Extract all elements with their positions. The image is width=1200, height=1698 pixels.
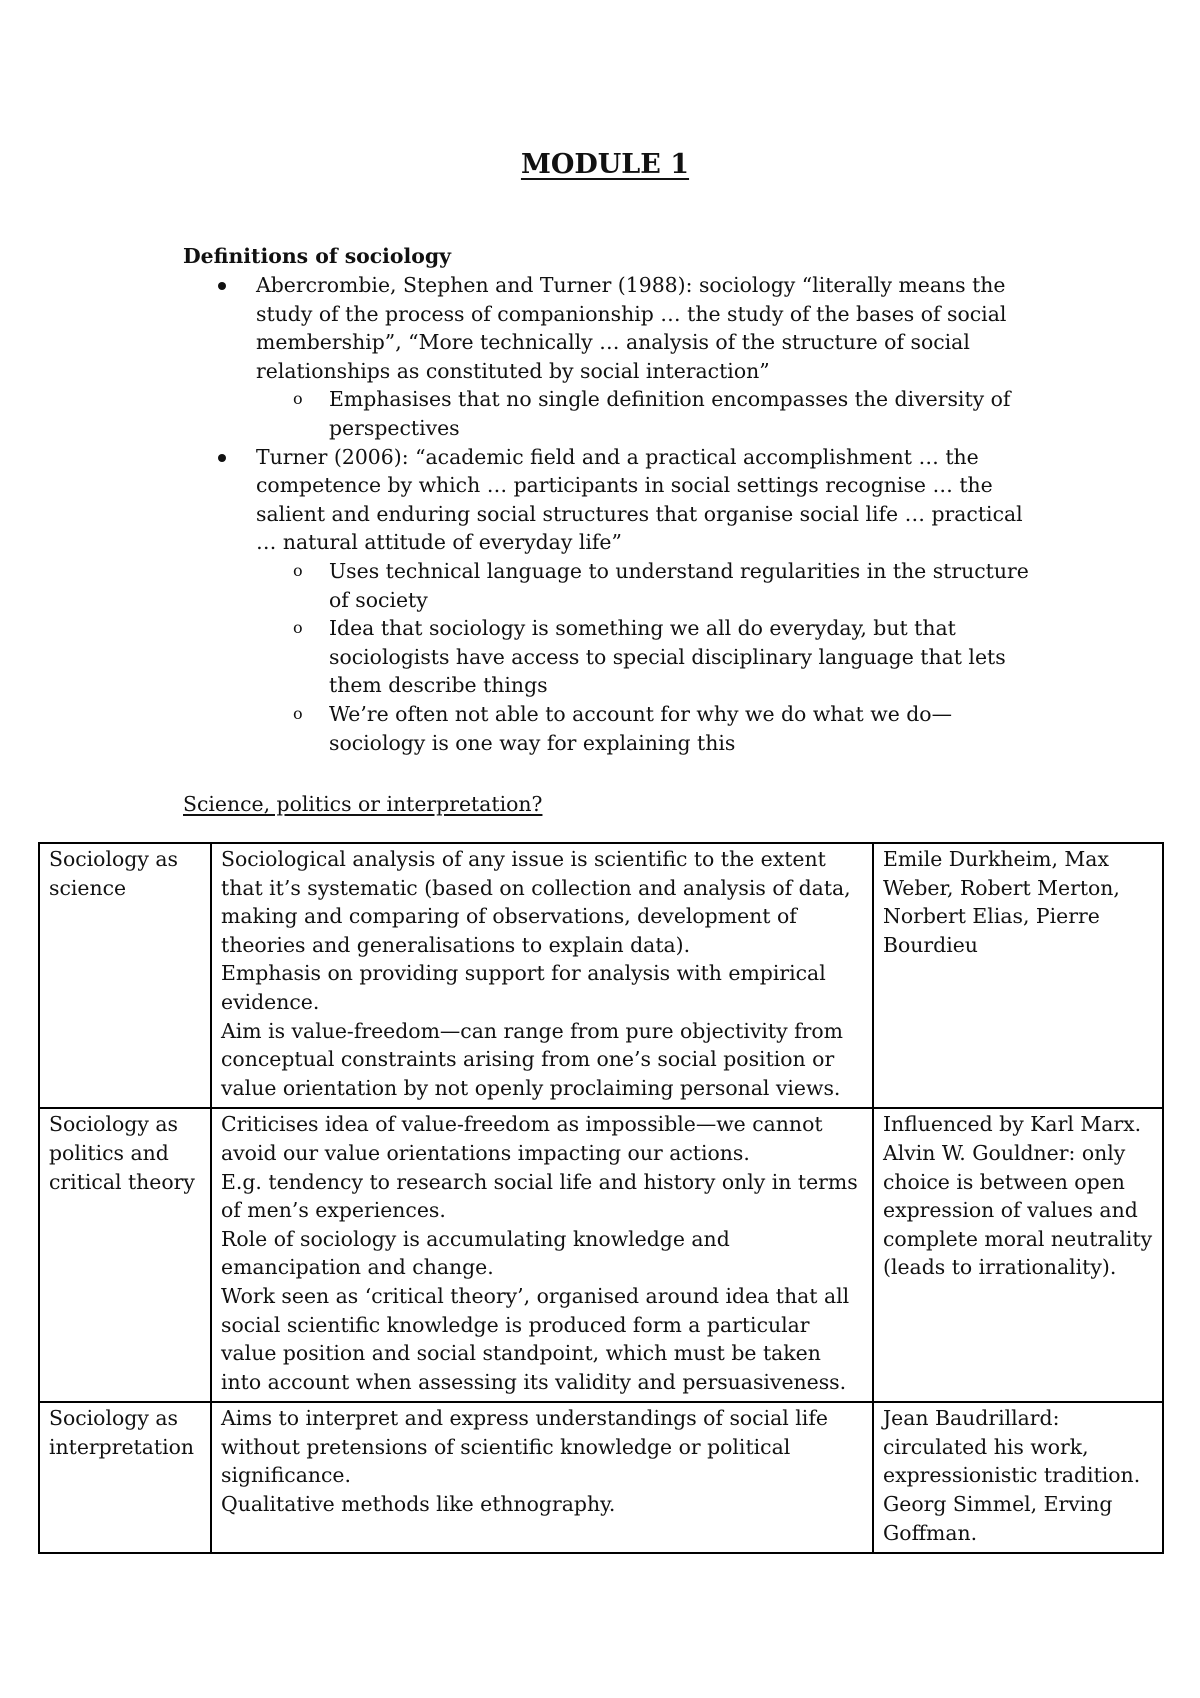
description-line: Role of sociology is accumulating knowledge and emancipation and change. [221,1226,730,1280]
table-row [39,1108,1163,1402]
sub-list [256,557,1043,757]
description-line: E.g. tendency to research social life and history only in terms of men’s experiences. [221,1169,858,1223]
row-thinkers: Influenced by Karl Marx. Alvin W. Gouldner: only choice is between open expression of values and complete moral neutrality (leads to irrationality). [873,1108,1163,1402]
sub-list-item [256,700,1043,757]
bullet-icon [218,282,226,290]
row-thinkers: Jean Baudrillard: circulated his work, expressionistic tradition. Georg Simmel, Erving Goffman. [873,1402,1163,1553]
sub-item-text: Uses technical language to understand regularities in the structure of society [329,558,1029,612]
description-line: Work seen as ‘critical theory’, organised around idea that all social scientific knowledge is produced form a particular value position and social standpoint, which must be taken into account when assessing its validity and persuasiveness. [221,1283,850,1394]
bullet-icon [218,454,226,462]
sub-item-text: We’re often not able to account for why we do what we do—sociology is one way for explaining this [329,701,952,755]
sub-item-text: Idea that sociology is something we all do everyday, but that sociologists have access to special disciplinary language that lets them describe things [329,616,1006,698]
comparison-table [38,842,1164,1554]
sub-list-item [256,557,1043,614]
hollow-bullet-icon: o [293,560,303,580]
sub-list [256,385,1043,442]
hollow-bullet-icon: o [293,389,303,409]
row-description [211,1108,873,1402]
definitions-list [183,271,1043,757]
definition-text: Abercrombie, Stephen and Turner (1988): sociology “literally means the study of the process of companionship … the study of the bases of social membership”, “More technically … analysis of the structure of social relationships as constituted by social interaction” [256,273,1007,383]
row-thinkers: Emile Durkheim, Max Weber, Robert Merton, Norbert Elias, Pierre Bourdieu [873,843,1163,1108]
description-line: Criticises idea of value-freedom as impossible—we cannot avoid our value orientations impacting our actions. [221,1112,823,1165]
page-title: MODULE 1 [520,149,690,180]
description-line: Emphasis on providing support for analysis with empirical evidence. [221,961,826,1014]
row-label: Sociology as politics and critical theory [39,1108,211,1402]
description-line: Qualitative methods like ethnography. [221,1492,616,1517]
row-label: Sociology as interpretation [39,1402,211,1553]
description-line: Aims to interpret and express understandings of social life without pretensions of scientific knowledge or political significance. [221,1406,828,1488]
table-row [39,843,1163,1108]
hollow-bullet-icon: o [293,618,303,638]
row-description [211,843,873,1108]
sub-list-item [256,614,1043,700]
description-line: Aim is value-freedom—can range from pure objectivity from conceptual constraints arising from one’s social position or value orientation by not openly proclaiming personal views. [221,1018,843,1100]
description-line: Sociological analysis of any issue is scientific to the extent that it’s systematic (based on collection and analysis of data, making and comparing of observations, development of theories and generalisations to explain data). [221,847,851,957]
list-item [183,443,1043,758]
sub-item-text: Emphasises that no single definition encompasses the diversity of perspectives [329,387,1011,440]
table-row [39,1402,1163,1553]
section-heading: Science, politics or interpretation? [183,792,543,816]
sub-list-item [256,385,1043,442]
row-label: Sociology as science [39,843,211,1108]
list-item [183,271,1043,443]
row-description [211,1402,873,1553]
definition-text: Turner (2006): “academic field and a practical accomplishment … the competence by which … participants in social settings recognise … the salient and enduring social structures that organise social life … practical … natural attitude of everyday life” [256,444,1023,555]
hollow-bullet-icon: o [293,703,303,723]
definitions-heading: Definitions of sociology [183,244,451,268]
